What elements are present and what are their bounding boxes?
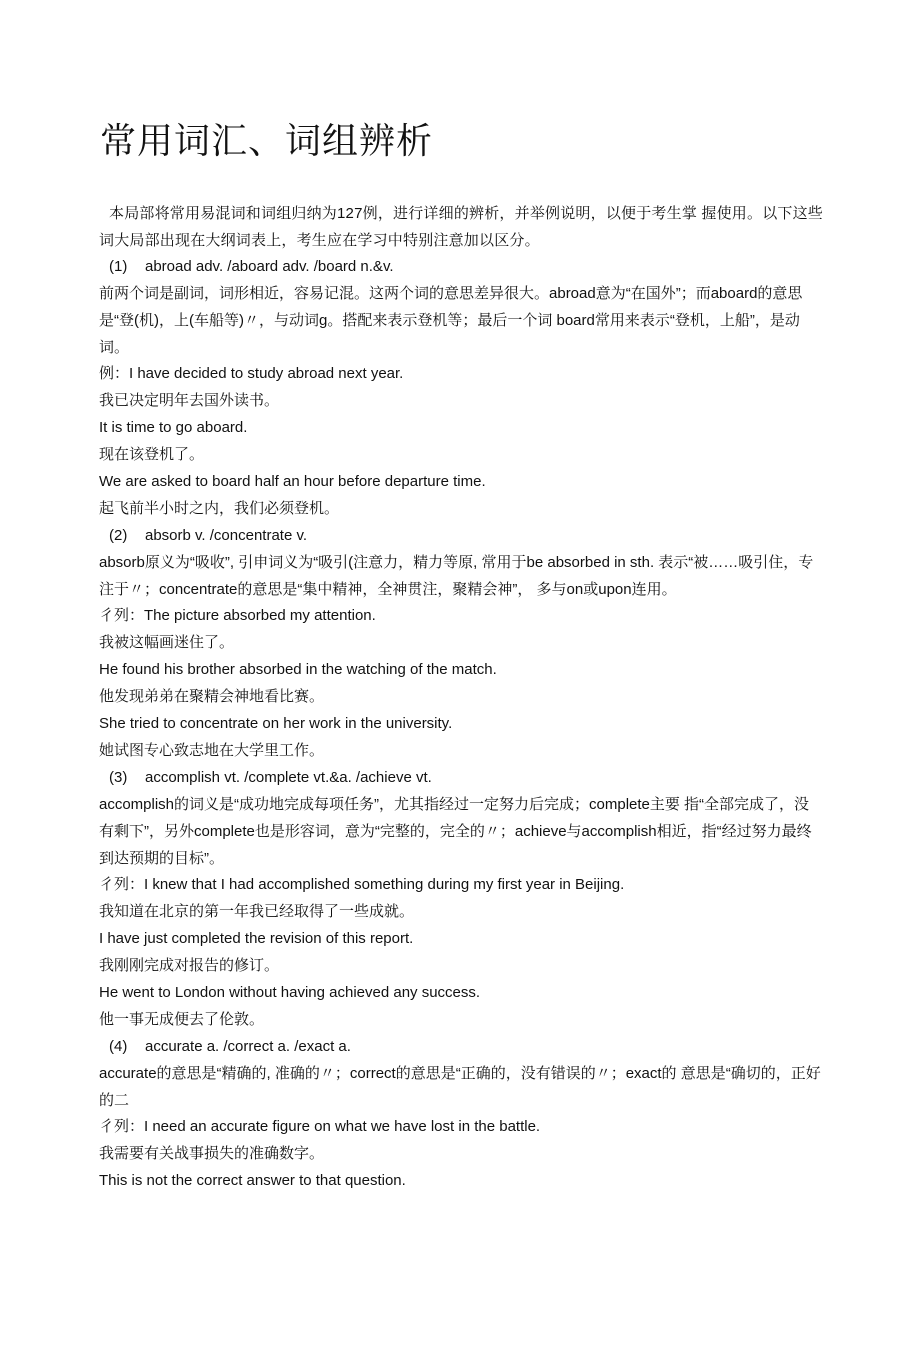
example-en: He went to London without having achieved any success. (99, 984, 481, 1001)
entry-4 (99, 1034, 823, 1194)
entry-2 (99, 523, 823, 765)
entry-number: (4) (109, 1038, 128, 1055)
example-zh: 他发现弟弟在聚精会神地看比赛。 (99, 688, 325, 705)
example-zh: 起飞前半小时之内，我们必须登机。 (99, 500, 340, 517)
example-zh: 我知道在北京的第一年我已经取得了一些成就。 (99, 903, 415, 920)
entry-head-text: absorb v. /concentrate v. (145, 527, 308, 544)
example-en: This is not the correct answer to that question. (99, 1172, 406, 1189)
example-en: 彳列：I need an accurate figure on what we have lost in the battle. (99, 1118, 541, 1135)
example-en: 彳列：I knew that I had accomplished something during my first year in Beijing. (99, 876, 625, 893)
entry-heading (99, 1034, 823, 1060)
example-zh: 他一事无成便去了伦敦。 (99, 1011, 265, 1028)
example-zh: 现在该登机了。 (99, 446, 205, 463)
entry-description: accurate的意思是“精确的, 准确的〃；correct的意思是“正确的，没有错误的〃；exact的 意思是“确切的，正好的二 (99, 1065, 821, 1109)
example-en: I have just completed the revision of this report. (99, 930, 414, 947)
entry-head-text: abroad adv. /aboard adv. /board n.&v. (145, 258, 394, 275)
entry-description: accomplish的词义是“成功地完成每项任务”，尤其指经过一定努力后完成；complete主要 指“全部完成了，没有剩下”，另外complete也是形容词，意为“完整的，完全的〃；achieve与accomplish相近，指“经过努力最终到达预期的目标”。 (99, 796, 812, 867)
entry-3 (99, 765, 823, 1034)
entry-head-text: accurate a. /correct a. /exact a. (145, 1038, 351, 1055)
entry-1 (99, 254, 823, 523)
example-zh: 我需要有关战事损失的准确数字。 (99, 1145, 325, 1162)
example-zh: 我刚刚完成对报告的修订。 (99, 957, 280, 974)
example-en: She tried to concentrate on her work in the university. (99, 715, 453, 732)
document-body (99, 200, 823, 1194)
entry-number: (1) (109, 258, 128, 275)
entry-number: (2) (109, 527, 128, 544)
page-title: 常用词汇、词组辨析 (100, 121, 434, 162)
example-en: 彳列：The picture absorbed my attention. (99, 607, 376, 624)
intro-paragraph: 本局部将常用易混词和词组归纳为127例，进行详细的辨析，并举例说明，以便于考生掌 握使用。以下这些词大局部出现在大纲词表上，考生应在学习中特别注意加以区分。 (99, 205, 823, 249)
entry-heading (99, 254, 823, 280)
entry-heading (99, 523, 823, 549)
entry-heading (99, 765, 823, 791)
example-en: He found his brother absorbed in the watching of the match. (99, 661, 497, 678)
example-en: We are asked to board half an hour before departure time. (99, 473, 486, 490)
example-en: It is time to go aboard. (99, 419, 248, 436)
example-zh: 我已决定明年去国外读书。 (99, 392, 280, 409)
entry-description: 前两个词是副词，词形相近，容易记混。这两个词的意思差异很大。abroad意为“在国外”；而aboard的意思是“登(机)，上(车船等)〃，与动词g。搭配来表示登机等；最后一个词 board常用来表示“登机，上船”，是动词。 (99, 285, 803, 356)
example-en: 例：I have decided to study abroad next year. (99, 365, 404, 382)
entry-head-text: accomplish vt. /complete vt.&a. /achieve vt. (145, 769, 432, 786)
example-zh: 她试图专心致志地在大学里工作。 (99, 742, 325, 759)
example-zh: 我被这幅画迷住了。 (99, 634, 235, 651)
entry-number: (3) (109, 769, 128, 786)
entry-description: absorb原义为“吸收”, 引申词义为“吸引(注意力，精力等原, 常用于be absorbed in sth. 表示“被……吸引住，专注于〃；concentrate的意思是“集中精神，全神贯注，聚精会神”， 多与on或upon连用。 (99, 554, 814, 598)
